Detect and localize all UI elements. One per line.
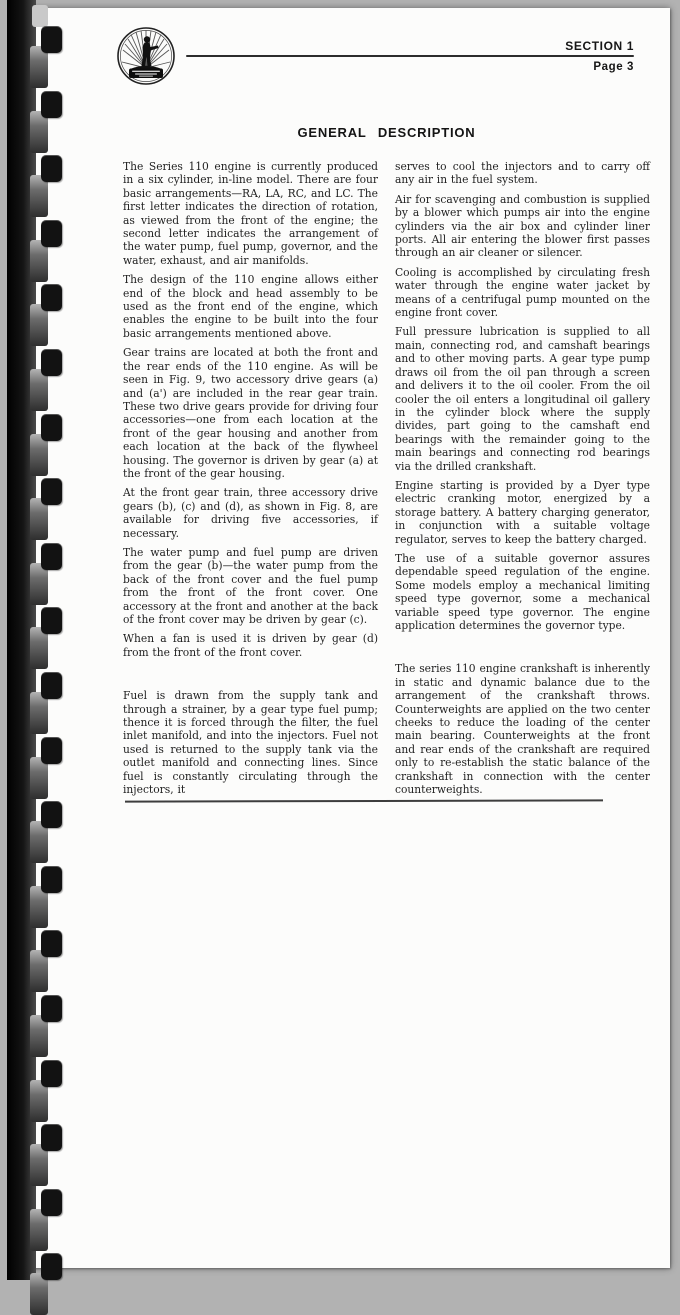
paragraph: Air for scavenging and combustion is supplied by a blower which pumps air into the engine cylinders via the air box and cylinder liner ports. All air entering the blower first passes through an air cleaner or silencer.: [395, 192, 650, 260]
paragraph: Full pressure lubrication is supplied to all main, connecting rod, and camshaft bearings and to other moving parts. A gear type pump draws oil from the oil pan through a screen and delivers it to the oil cooler. From the oil cooler the oil enters a longitudinal oil gallery in the cylinder block where the supply divides, part going to the camshaft end bearings with the remainder going to the main bearings and connecting rod bearings via the drilled crankshaft.: [395, 325, 650, 473]
paragraph: The water pump and fuel pump are driven from the gear (b)—the water pump from the back of the front cover and the fuel pump from the front of the front cover. One accessory at the front and another at the back of the front cover may be driven by gear (c).: [123, 545, 378, 626]
brand-statue-logo-icon: [116, 26, 176, 86]
manual-page: [28, 8, 670, 1268]
paragraph: The use of a suitable governor assures dependable speed regulation of the engine. Some models employ a mechanical limiting speed type governor, some a mechanical variable speed type governor. The engine application determines the governor type.: [395, 551, 650, 632]
paragraph: The series 110 engine crankshaft is inherently in static and dynamic balance due to the arrangement of the crankshaft throws. Counterweights are applied on the two center cheeks to reduce the loading of the center main bearing. Counterweights at the front and rear ends of the crankshaft are required only to re-establish the static balance of the crankshaft in connection with the center counterweights.: [395, 662, 650, 797]
paragraph: Fuel is drawn from the supply tank and through a strainer, by a gear type fuel pump; thence it is forced through the filter, the fuel inlet manifold, and into the injectors. Fuel not used is returned to the supply tank via the outlet manifold and connecting lines. Since fuel is constantly circulating through the injectors, it: [123, 689, 378, 797]
paragraph: Cooling is accomplished by circulating fresh water through the engine water jacket by means of a centrifugal pump mounted on the engine front cover.: [395, 265, 650, 320]
section-label: SECTION 1: [565, 39, 634, 53]
left-column: [123, 160, 378, 802]
header-rule: [186, 55, 634, 57]
paragraph: The Series 110 engine is currently produced in a six cylinder, in-line model. There are four basic arrangements—RA, LA, RC, and LC. The first letter indicates the direction of rotation, as viewed from the front of the engine; the second letter indicates the arrangement of the water pump, fuel pump, governor, and the water, exhaust, and air manifolds.: [123, 160, 378, 267]
right-column: [395, 160, 650, 802]
paragraph: When a fan is used it is driven by gear (d) from the front of the front cover.: [123, 632, 378, 659]
paragraph: Engine starting is provided by a Dyer type electric cranking motor, energized by a storage battery. A battery charging generator, in conjunction with a suitable voltage regulator, serves to keep the battery charged.: [395, 478, 650, 546]
page-title: GENERAL DESCRIPTION: [297, 125, 476, 140]
paragraph: serves to cool the injectors and to carry off any air in the fuel system.: [395, 160, 650, 187]
paragraph: At the front gear train, three accessory drive gears (b), (c) and (d), as shown in Fig. 8, are available for driving five accessories, if necessary.: [123, 486, 378, 540]
paragraph: The design of the 110 engine allows either end of the block and head assembly to be used as the front end of the engine, which enables the engine to be built into the four basic arrangements mentioned above.: [123, 273, 378, 340]
body-columns: [123, 160, 650, 802]
page-number-label: Page 3: [593, 61, 634, 73]
paragraph: Gear trains are located at both the front and the rear ends of the 110 engine. As will be seen in Fig. 9, two accessory drive gears (a) and (a') are included in the rear gear train. These two drive gears provide for driving four accessories—one from each location at the front of the gear housing and another from each location at the back of the flywheel housing. The governor is driven by gear (a) at the front of the gear housing.: [123, 346, 378, 480]
